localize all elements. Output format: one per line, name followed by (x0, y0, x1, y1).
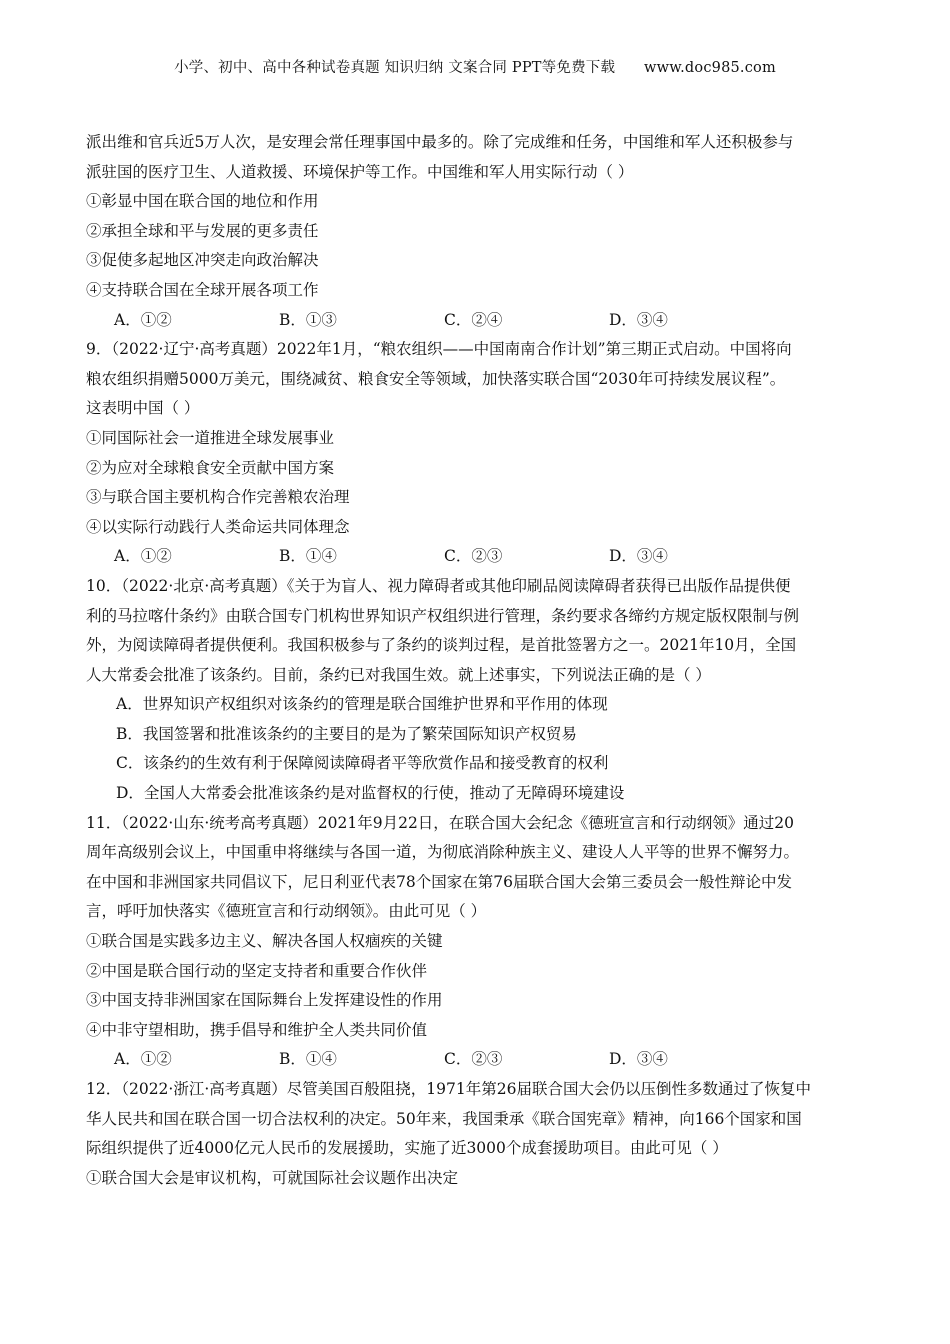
question-10 (86, 572, 876, 809)
question-text-line: 粮农组织捐赠5000万美元，围绕减贫、粮食安全等领域，加快落实联合国“2030年可持续发展议程”。 (86, 369, 786, 388)
question-text-line: 派驻国的医疗卫生、人道救援、环境保护等工作。中国维和军人用实际行动（ ） (86, 162, 634, 181)
option-c: C．②③ (444, 547, 503, 566)
question-12 (86, 1075, 876, 1193)
answer-options (86, 542, 876, 572)
question-9 (86, 335, 876, 572)
question-text-line: 际组织提供了近4000亿元人民币的发展援助，实施了近3000个成套援助项目。由此可见（ ） (86, 1139, 728, 1158)
statement-item: ②为应对全球粮食安全贡献中国方案 (86, 458, 335, 477)
option-a: A．①② (114, 310, 172, 329)
option-b: B．我国签署和批准该条约的主要目的是为了繁荣国际知识产权贸易 (116, 724, 577, 743)
option-d: D．③④ (609, 310, 668, 329)
option-b: B．①④ (279, 547, 337, 566)
option-d: D．③④ (609, 1050, 668, 1069)
option-c: C．②④ (444, 310, 503, 329)
statement-item: ①彰显中国在联合国的地位和作用 (86, 192, 319, 211)
question-11 (86, 809, 876, 1075)
answer-options (86, 1045, 876, 1075)
question-text-line: 华人民共和国在联合国一切合法权利的决定。50年来，我国秉承《联合国宪章》精神，向166个国家和国 (86, 1109, 802, 1128)
option-a: A．①② (114, 1050, 172, 1069)
question-text-line: 人大常委会批准了该条约。目前，条约已对我国生效。就上述事实，下列说法正确的是（ ） (86, 665, 711, 684)
question-text-line: 11．（2022·山东·统考高考真题）2021年9月22日，在联合国大会纪念《德班宣言和行动纲领》通过20 (86, 813, 795, 832)
question-text-line: 9．（2022·辽宁·高考真题）2022年1月，“粮农组织——中国南南合作计划”第三期正式启动。中国将向 (86, 340, 792, 359)
statement-item: ④支持联合国在全球开展各项工作 (86, 280, 319, 299)
header-site: www.doc985.com (643, 60, 776, 76)
statement-item: ④中非守望相助，携手倡导和维护全人类共同价值 (86, 1020, 428, 1039)
question-text-line: 利的马拉喀什条约》由联合国专门机构世界知识产权组织进行管理，条约要求各缔约方规定版权限制与例 (86, 606, 800, 625)
option-a: A．世界知识产权组织对该条约的管理是联合国维护世界和平作用的体现 (116, 695, 608, 714)
option-a: A．①② (114, 547, 172, 566)
page-header (0, 56, 950, 77)
question-text-line: 派出维和官兵近5万人次，是安理会常任理事国中最多的。除了完成维和任务，中国维和军人还积极参与 (86, 133, 794, 151)
question-8 (86, 128, 876, 335)
option-c: C．②③ (444, 1050, 503, 1069)
option-c: C．该条约的生效有利于保障阅读障碍者平等欣赏作品和接受教育的权利 (116, 754, 609, 773)
statement-item: ②承担全球和平与发展的更多责任 (86, 221, 319, 240)
question-text-line: 外，为阅读障碍者提供便利。我国积极参与了条约的谈判过程，是首批签署方之一。2021年10月，全国 (86, 636, 797, 655)
question-text-line: 10．（2022·北京·高考真题）《关于为盲人、视力障碍者或其他印刷品阅读障碍者获得已出版作品提供便 (86, 576, 791, 595)
question-text-line: 周年高级别会议上，中国重申将继续与各国一道，为彻底消除种族主义、建设人人平等的世界不懈努力。 (86, 843, 800, 862)
statement-item: ①同国际社会一道推进全球发展事业 (86, 428, 335, 447)
statement-item: ③与联合国主要机构合作完善粮农治理 (86, 488, 350, 507)
question-text-line: 在中国和非洲国家共同倡议下，尼日利亚代表78个国家在第76届联合国大会第三委员会一般性辩论中发 (86, 872, 792, 891)
document-body (86, 128, 876, 1193)
statement-item: ①联合国大会是审议机构，可就国际社会议题作出决定 (86, 1168, 459, 1187)
option-b: B．①④ (279, 1050, 337, 1069)
statement-item: ④以实际行动践行人类命运共同体理念 (86, 517, 350, 536)
statement-item: ③中国支持非洲国家在国际舞台上发挥建设性的作用 (86, 991, 443, 1010)
option-b: B．①③ (279, 310, 337, 329)
option-d: D．③④ (609, 547, 668, 566)
answer-options (86, 306, 876, 336)
question-text-line: 这表明中国（ ） (86, 399, 200, 418)
question-text-line: 12．（2022·浙江·高考真题）尽管美国百般阻挠，1971年第26届联合国大会仍以压倒性多数通过了恢复中 (86, 1080, 811, 1098)
question-text-line: 言，呼吁加快落实《德班宣言和行动纲领》。由此可见（ ） (86, 902, 487, 921)
statement-item: ②中国是联合国行动的坚定支持者和重要合作伙伴 (86, 961, 428, 980)
header-text: 小学、初中、高中各种试卷真题 知识归纳 文案合同 PPT等免费下载 (174, 60, 616, 76)
statement-item: ③促使多起地区冲突走向政治解决 (86, 251, 319, 270)
option-d: D．全国人大常委会批准该条约是对监督权的行使，推动了无障碍环境建设 (116, 784, 625, 803)
statement-item: ①联合国是实践多边主义、解决各国人权痼疾的关键 (86, 932, 443, 951)
